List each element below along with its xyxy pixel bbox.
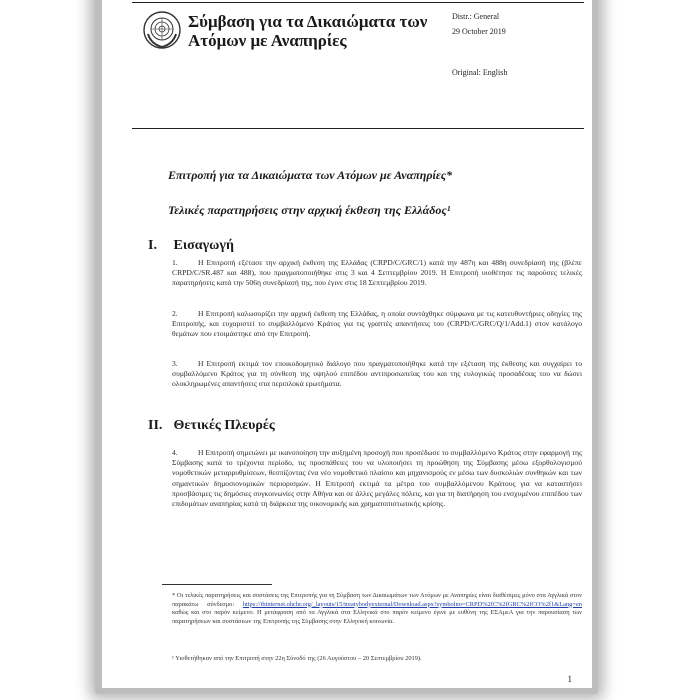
footnote xyxy=(172,655,582,664)
footnote-mark: * xyxy=(172,592,176,599)
header-rule-top xyxy=(132,2,584,3)
section-title: Θετικές Πλευρές xyxy=(173,418,275,433)
paragraph xyxy=(172,448,582,509)
paragraph-number: 4. xyxy=(172,448,178,457)
section-title: Εισαγωγή xyxy=(173,238,234,253)
paragraph-number: 1. xyxy=(172,258,178,267)
section-number: I. xyxy=(148,238,157,253)
convention-title-line1: Σύμβαση για τα Δικαιώματα των xyxy=(188,12,428,31)
report-title: Τελικές παρατηρήσεις στην αρχική έκθεση της Ελλάδος¹ xyxy=(168,203,451,217)
paragraph-number: 3. xyxy=(172,359,178,368)
footnote-separator xyxy=(162,584,272,585)
section-heading-introduction xyxy=(148,238,234,254)
distribution-label: Distr.: General xyxy=(452,12,500,21)
paragraph-number: 2. xyxy=(172,309,178,318)
convention-title xyxy=(188,12,438,50)
footnote-mark: ¹ xyxy=(172,655,174,662)
paragraph-text: Η Επιτροπή σημειώνει με ικανοποίηση την αυξημένη προσοχή που προσέδωσε το συμβαλλόμενο Κράτος στην εφαρμογή της Σύμβασης κατά το τρέχοντα περίοδο, τις προσπάθειες του να υλοποιήσει τη προώθηση της Σύμβασης μέσω εξορθολογισμού νομοθετικών μεταρρυθμίσεων, θεσπίζοντας ένα νέο νομοθετικό πλαίσιο και μηχανισμούς εν μέσω των δυσκολιών συνθηκών και των σημαντικών δημοσιονομικών περιορισμών. Η Επιτροπή εκτιμά τα μέτρα του συμβαλλόμενου Κράτους για να καταστήσει προσβάσιμες τις δημόσιες συγκοινωνίες στην Αθήνα και σε άλλες μεγάλες πόλεις, και για τη διατήρηση του ενσχυμένου επιπέδου των επιδομάτων αναπηρίας κατά τη διάρκεια της οικονομικής και χρηματοπιστωτικής κρίσης. xyxy=(172,448,582,509)
paragraph-text: Η Επιτροπή εκτιμά τον εποικοδομητικό διάλογο που πραγματοποιήθηκε κατά την εξέταση της έκθεσης και συγχαίρει το συμβαλλόμενο Κράτος για τη σύνθεση της υψηλού επιπέδου αντιπροσωπείας του και της ευλογικώς προσαδέσας του να δώσει ολοκληρωμένες απαντήσεις στα περιπλοκά ερωτήματα. xyxy=(172,359,582,389)
header-rule-bottom xyxy=(132,128,584,129)
section-heading-positive-aspects xyxy=(148,418,275,434)
original-language-label: Original: English xyxy=(452,68,508,77)
paragraph xyxy=(172,359,582,390)
paragraph xyxy=(172,309,582,340)
footnote-text-continued: καθώς και στο παρόν κείμενο. Η μετάφραση από τα Αγγλικά στα Ελληνικά στο παρόν κείμενο έγινε με ευθύνη της ΕΣΑμεΑ για την παρουσίαση των παρατηρήσεων και συστάσεων της Επιτροπής της Σύμβασης στην Ελληνική κοινωνία. xyxy=(172,609,582,625)
document-page xyxy=(102,0,592,688)
footnote xyxy=(172,592,582,626)
footnote-text: Υιοθετήθηκαν από την Επιτροπή στην 22η Σύνοδό της (26 Αυγούστου – 20 Σεπτεμβρίου 2019). xyxy=(175,655,422,662)
un-emblem-icon xyxy=(142,10,182,50)
section-number: II. xyxy=(148,418,163,433)
paragraph-text: Η Επιτροπή καλωσορίζει την αρχική έκθεση της Ελλάδας, η οποία συντάχθηκε σύμφωνα με τις κατευθυντήριες οδηγίες της Επιτροπής, και ευχαριστεί το συμβαλλόμενο Κράτος για τις γραπτές απαντήσεις του (CRPD/C/GRC/Q/1/Add.1) στον κατάλογο θεμάτων που ετοιμάστηκε από την Επιτροπή. xyxy=(172,309,582,339)
committee-title: Επιτροπή για τα Δικαιώματα των Ατόμων με Αναπηρίες* xyxy=(168,168,453,182)
convention-title-line2: Ατόμων με Αναπηρίες xyxy=(188,31,347,50)
page-number: 1 xyxy=(567,674,572,684)
paragraph-text: Η Επιτροπή εξέτασε την αρχική έκθεση της Ελλάδας (CRPD/C/GRC/1) κατά την 487η και 488η συνεδρίασή της (βλέπε CRPD/C/SR.487 και 488), που πραγματοποιήθηκε στις 3 και 4 Σεπτεμβρίου 2019. Η Επιτροπή υιοθέτησε τις παρούσες τελικές παρατηρήσεις κατά την 506η συνεδρίασή της, που έγινε στις 18 Σεπτεμβρίου 2019. xyxy=(172,258,582,288)
date-label: 29 October 2019 xyxy=(452,27,506,36)
footnote-text: Οι τελικές παρατηρήσεις και συστάσεις της Επιτροπής για τη Σύμβαση των Δικαιωμάτων των Ατόμων με Αναπηρίες είναι διαθέσιμες μόνο στα Αγγλικά στον παρακάτω σύνδεσμο: xyxy=(172,592,582,608)
footnote-link[interactable]: https://tbinternet.ohchr.org/_layouts/15/treatybodyexternal/Download.aspx?symbolno=CRPD%2fC%2fGRC%2fCO%2f1&Lang=en xyxy=(242,600,582,608)
paragraph xyxy=(172,258,582,289)
